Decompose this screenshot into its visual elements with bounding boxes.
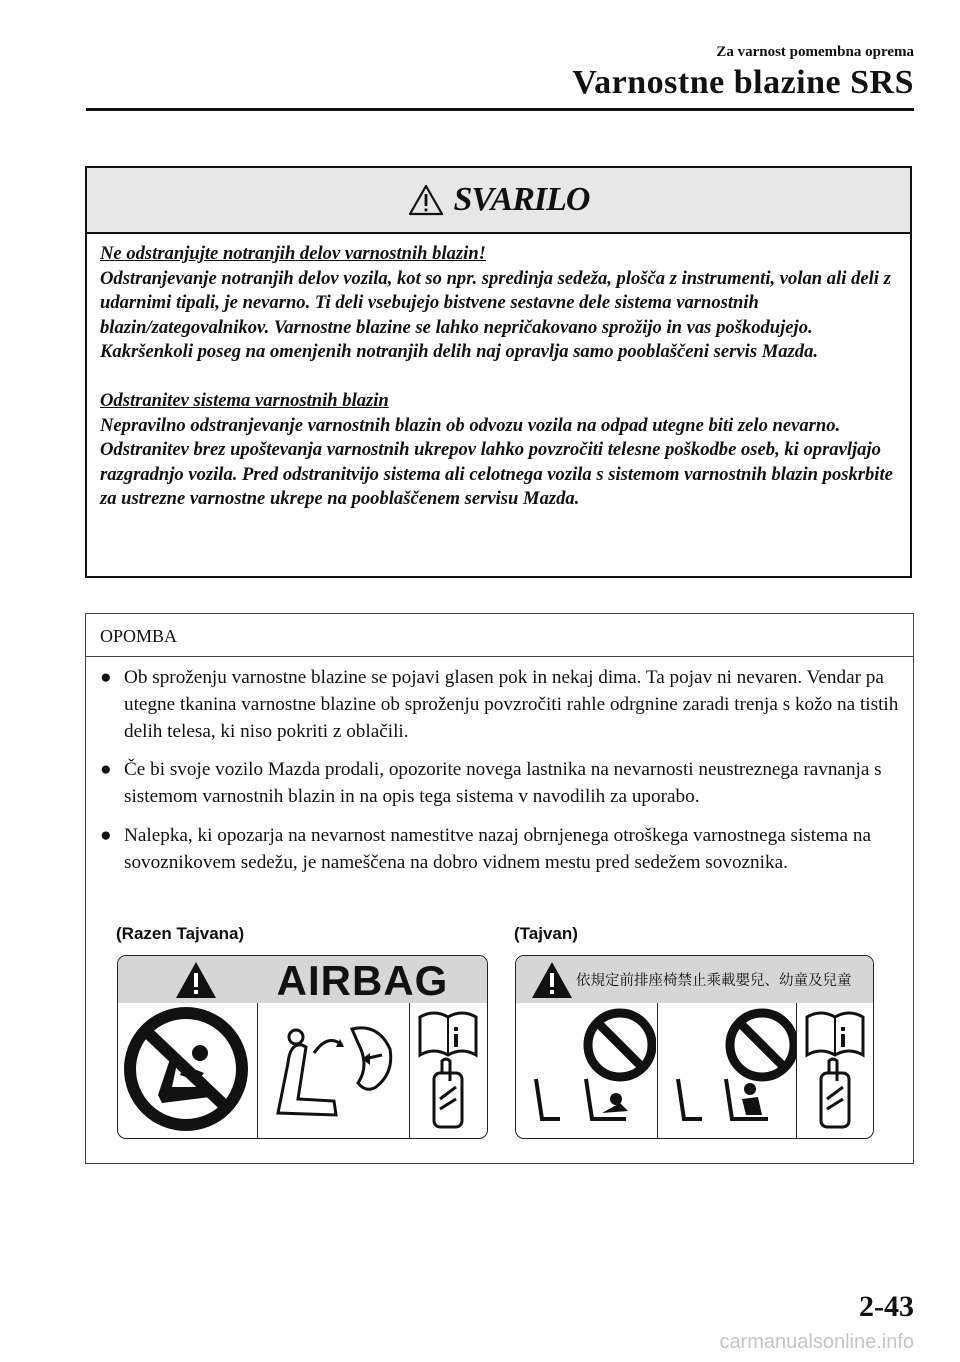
warning-box bbox=[85, 166, 912, 578]
cell-manual bbox=[797, 1003, 873, 1138]
watermark: carmanualsonline.info bbox=[719, 1331, 914, 1353]
warning-triangle-icon bbox=[530, 960, 574, 1000]
note-item bbox=[86, 823, 901, 877]
bullet: ● bbox=[100, 667, 112, 688]
warning-paragraph-2: Nepravilno odstranjevanje varnostnih blazin ob odvozu vozila na odpad utegne biti zelo nevarno. Odstranitev brez upoštevanja varnostnih ukrepov lahko povzročiti telesne poškodbe oseb, ki opravljajo razgradnjo vozila. Pred odstranitvijo sistema ali celotnega vozila s sistemom varnostnih blazin poskrbite za ustrezne varnostne ukrepe na pooblaščenem servisu Mazda. bbox=[100, 414, 893, 510]
warning-title: SVARILO bbox=[453, 181, 590, 218]
note-item-text: Nalepka, ki opozarja na nevarnost namestitve nazaj obrnjenega otroškega varnostnega sistema na sovoznikovem sedežu, je nameščena na dobro vidnem mestu pred sedežem sovoznika. bbox=[124, 824, 871, 873]
cell-airbag-deploy bbox=[258, 1003, 410, 1138]
bullet: ● bbox=[100, 824, 112, 846]
warning-header bbox=[87, 168, 910, 234]
note-item-text: Če bi svoje vozilo Mazda prodali, opozorite novega lastnika na nevarnosti neustreznega ravnanja s sistemom varnostnih blazin in na opis tega sistema v navodilih za uporabo. bbox=[124, 759, 882, 808]
no-child-seat-icon bbox=[118, 1003, 256, 1137]
header-rule bbox=[86, 108, 914, 111]
airbag-label-non-taiwan bbox=[117, 955, 488, 1139]
note-item bbox=[86, 665, 901, 745]
warning-paragraph-1: Odstranjevanje notranjih delov vozila, kot so npr. spredinja sedeža, plošča z instrumenti, volan ali deli z udarnimi tipali, je nevarno. Ti deli vsebujejo bistvene sestavne dele sistema varnostnih blazin/zategovalnikov. Varnostne blazine se lahko nepričakovano sprožijo in vas poškodujejo. Kakršenkoli poseg na omenjenih notranjih delih naj opravlja samo pooblaščeni servis Mazda. bbox=[100, 267, 891, 363]
warning-heading-2: Odstranitev sistema varnostnih blazin bbox=[100, 389, 389, 411]
caption-non-taiwan: (Razen Tajvana) bbox=[116, 924, 245, 943]
page-number: 2-43 bbox=[859, 1290, 914, 1323]
hand-pointer-icon bbox=[434, 1073, 462, 1127]
bullet: ● bbox=[100, 759, 112, 781]
cell-manual bbox=[410, 1003, 487, 1138]
note-list bbox=[86, 665, 913, 877]
note-title: OPOMBA bbox=[86, 614, 913, 657]
caption-taiwan: (Tajvan) bbox=[514, 924, 578, 943]
no-child-icon bbox=[658, 1003, 796, 1137]
airbag-deploy-icon bbox=[258, 1003, 408, 1137]
cell-no-rear-facing bbox=[118, 1003, 258, 1138]
airbag-label-taiwan bbox=[515, 955, 874, 1139]
manual-book-icon bbox=[797, 1003, 873, 1137]
note-item bbox=[86, 757, 901, 811]
manual-book-icon bbox=[410, 1003, 486, 1137]
cell-no-infant bbox=[516, 1003, 658, 1138]
cell-no-child bbox=[658, 1003, 798, 1138]
section-label: Za varnost pomembna oprema bbox=[716, 44, 914, 60]
note-item-text: Ob sproženju varnostne blazine se pojavi glasen pok in nekaj dima. Ta pojav ni nevaren. Vendar pa utegne tkanina varnostne blazine ob sproženju povzročiti rahle odrgnine zaradi trenja s kožo na tistih delih telesa, ki niso pokriti z oblačili. bbox=[124, 667, 899, 742]
airbag-text: AIRBAG bbox=[276, 957, 449, 1004]
warning-triangle-icon bbox=[174, 960, 218, 1000]
taiwan-warning-text: 依規定前排座椅禁止乘載嬰兒、幼童及兒童 bbox=[576, 973, 852, 989]
page-title: Varnostne blazine SRS bbox=[572, 64, 914, 101]
no-infant-seat-icon bbox=[516, 1003, 656, 1137]
warning-heading-1: Ne odstranjujte notranjih delov varnostnih blazin! bbox=[100, 243, 486, 264]
warning-triangle-icon bbox=[408, 184, 444, 216]
warning-body bbox=[87, 234, 910, 512]
